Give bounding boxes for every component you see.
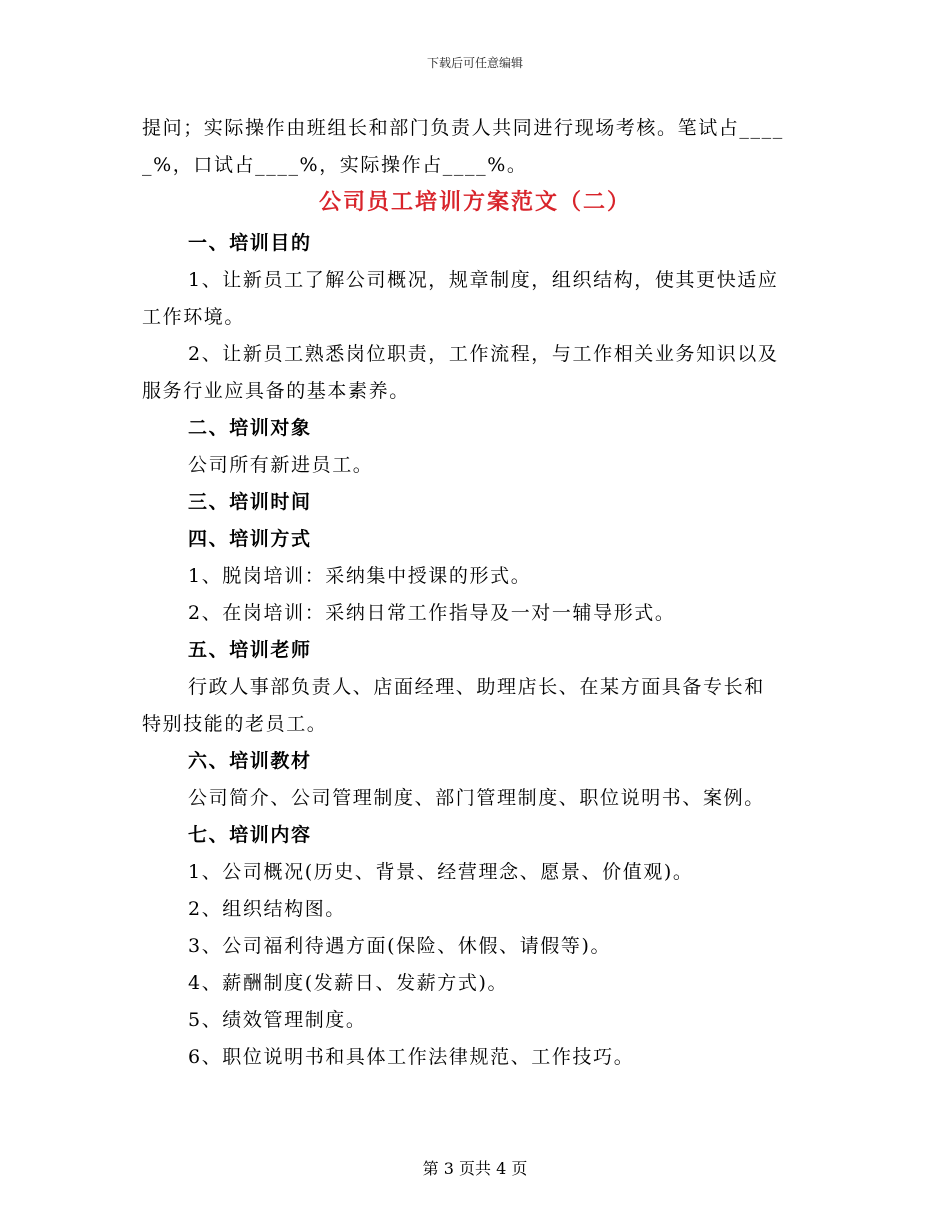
content-item-2: 2、组织结构图。: [188, 898, 346, 920]
materials-text: 公司简介、公司管理制度、部门管理制度、职位说明书、案例。: [188, 787, 765, 809]
section-heading-target: 二、培训对象: [188, 417, 312, 439]
intro-line-2: _%，口试占____%，实际操作占____%。: [142, 154, 528, 176]
page-header: 下载后可任意编辑: [426, 56, 523, 70]
purpose-item-1-line-1: 1、让新员工了解公司概况，规章制度，组织结构，使其更快适应: [188, 269, 779, 291]
purpose-item-2-line-2: 服务行业应具备的基本素养。: [142, 380, 410, 402]
purpose-item-2-line-1: 2、让新员工熟悉岗位职责，工作流程，与工作相关业务知识以及: [188, 343, 779, 365]
section-heading-time: 三、培训时间: [188, 491, 312, 513]
content-item-3: 3、公司福利待遇方面(保险、休假、请假等)。: [188, 935, 612, 957]
document-title: 公司员工培训方案范文（二）: [318, 189, 631, 215]
teacher-line-1: 行政人事部负责人、店面经理、助理店长、在某方面具备专长和: [188, 676, 765, 698]
purpose-item-1-line-2: 工作环境。: [142, 306, 246, 328]
content-item-5: 5、绩效管理制度。: [188, 1009, 367, 1031]
page-footer: 第 3 页共 4 页: [422, 1159, 528, 1178]
method-item-2: 2、在岗培训：采纳日常工作指导及一对一辅导形式。: [188, 602, 676, 624]
section-heading-method: 四、培训方式: [188, 528, 312, 550]
section-heading-teacher: 五、培训老师: [188, 639, 312, 661]
content-item-4: 4、薪酬制度(发薪日、发薪方式)。: [188, 972, 509, 994]
teacher-line-2: 特别技能的老员工。: [142, 713, 328, 735]
content-item-1: 1、公司概况(历史、背景、经营理念、愿景、价值观)。: [188, 861, 694, 883]
section-heading-purpose: 一、培训目的: [188, 232, 312, 254]
section-heading-content: 七、培训内容: [188, 824, 312, 846]
target-text: 公司所有新进员工。: [188, 454, 374, 476]
content-item-6: 6、职位说明书和具体工作法律规范、工作技巧。: [188, 1046, 635, 1068]
section-heading-materials: 六、培训教材: [188, 750, 312, 772]
intro-line-1: 提问；实际操作由班组长和部门负责人共同进行现场考核。笔试占____: [142, 117, 784, 139]
method-item-1: 1、脱岗培训：采纳集中授课的形式。: [188, 565, 532, 587]
